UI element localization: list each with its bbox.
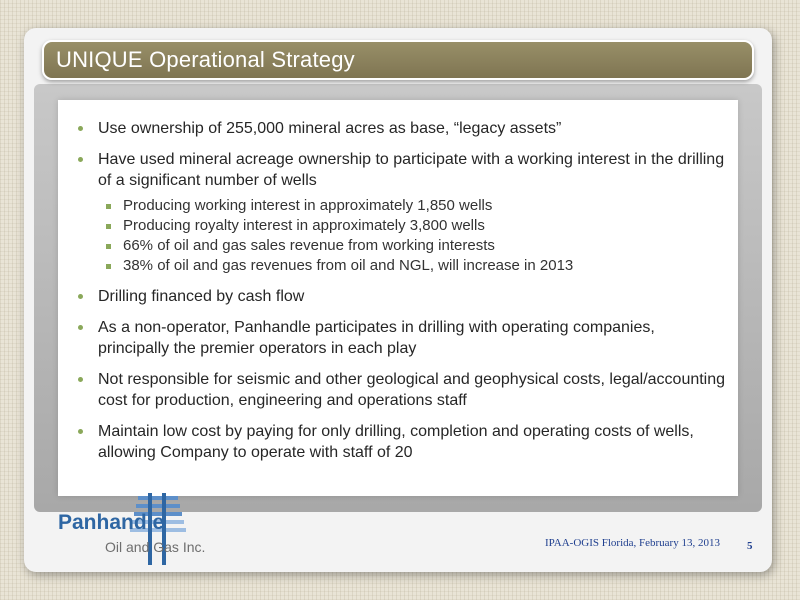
sub-bullet-text: Producing royalty interest in approximately 3,800 wells [123,217,485,234]
slide-title: UNIQUE Operational Strategy [56,47,355,72]
sub-bullet-item [76,196,726,216]
bullet-dot-icon [78,294,83,299]
bullet-dot-icon [78,377,83,382]
bullet-dot-icon [78,325,83,330]
title-bar [42,40,754,80]
square-bullet-icon [106,244,111,249]
sub-bullet-text: 38% of oil and gas revenues from oil and NGL, will increase in 2013 [123,257,574,274]
bullet-item [76,317,726,359]
bullet-dot-icon [78,157,83,162]
bullet-item [76,149,726,191]
bullet-text: Not responsible for seismic and other geological and geophysical costs, legal/accounting cost for production, engineering and operations staff [98,371,726,409]
footer-text: IPAA-OGIS Florida, February 13, 2013 [545,537,720,549]
bullet-text: Maintain low cost by paying for only drilling, completion and operating costs of wells, allowing Company to operate with staff of 20 [98,423,694,461]
bullet-item [76,421,726,463]
logo-name: Panhandle [58,511,165,534]
bullet-item [76,286,726,307]
sub-bullet-item [76,256,726,276]
bullet-text: Use ownership of 255,000 mineral acres as base, “legacy assets” [98,120,562,137]
square-bullet-icon [106,224,111,229]
sub-bullet-text: Producing working interest in approximately 1,850 wells [123,197,493,214]
company-logo [58,490,208,570]
bullet-text: As a non-operator, Panhandle participates in drilling with operating companies, principally the premier operators in each play [98,319,655,357]
sub-bullet-list [76,196,726,276]
bullet-item [76,118,726,139]
bullet-dot-icon [78,126,83,131]
bullet-text: Have used mineral acreage ownership to participate with a working interest in the drilling of a significant number of wells [98,151,725,189]
bullet-text: Drilling financed by cash flow [98,288,305,305]
square-bullet-icon [106,204,111,209]
logo-subtitle: Oil and Gas Inc. [105,539,206,555]
sub-bullet-text: 66% of oil and gas sales revenue from working interests [123,237,495,254]
bullet-list [76,118,726,473]
square-bullet-icon [106,264,111,269]
bullet-dot-icon [78,429,83,434]
bullet-item [76,369,726,411]
page-number: 5 [747,540,753,552]
sub-bullet-item [76,236,726,256]
sub-bullet-item [76,216,726,236]
